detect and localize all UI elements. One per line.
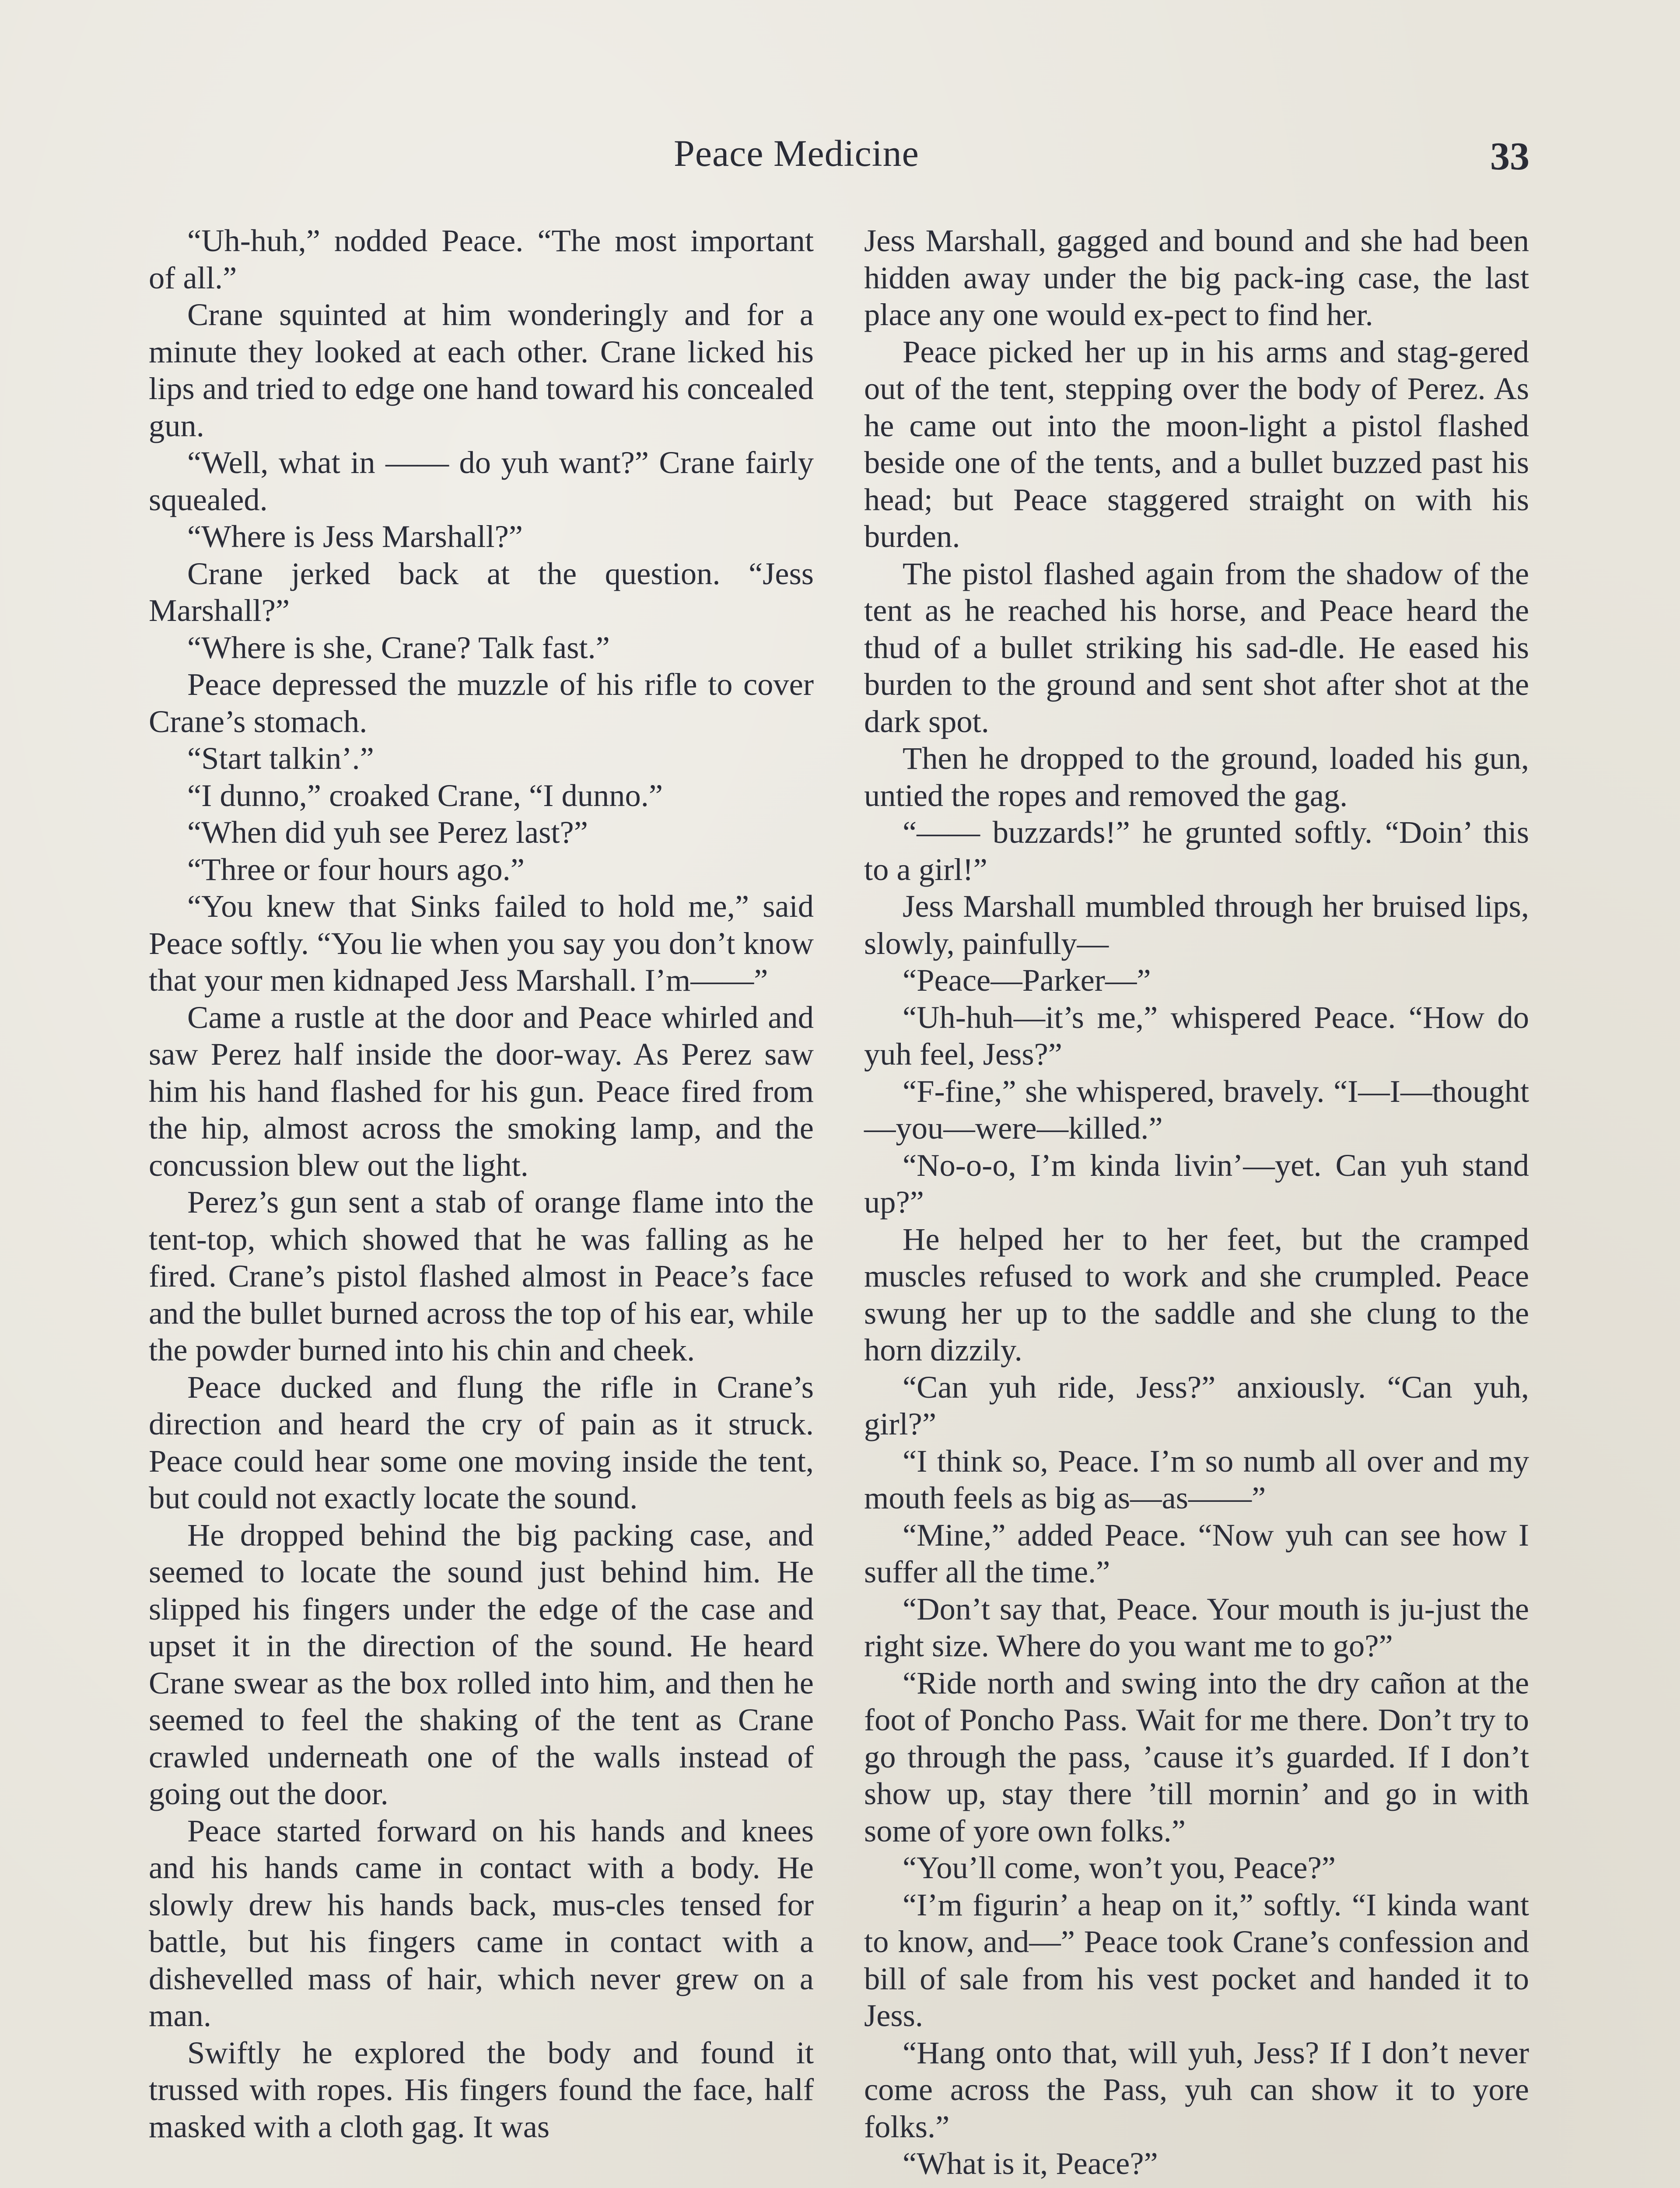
left-column — [149, 222, 814, 2145]
paragraph: “Hang onto that, will yuh, Jess? If I don’t never come across the Pass, yuh can show it to yore folks.” — [864, 2034, 1529, 2144]
paragraph: “Start talkin’.” — [187, 740, 374, 776]
paragraph: “Where is Jess Marshall?” — [187, 519, 523, 554]
paragraph: “When did yuh see Perez last?” — [187, 814, 588, 850]
paragraph: Came a rustle at the door and Peace whirled and saw Perez half inside the door-way. As Perez saw him his hand flashed for his gun. Peace fired from the hip, almost across the smoking lamp, and the concussion blew out the light. — [149, 999, 814, 1183]
paragraph: “Well, what in —— do yuh want?” Crane fairly squealed. — [149, 445, 814, 517]
paragraph: The pistol flashed again from the shadow of the tent as he reached his horse, and Peace heard the thud of a bullet striking his sad-dle. He eased his burden to the ground and sent shot after shot at the dark spot. — [864, 555, 1529, 739]
paragraph: “I think so, Peace. I’m so numb all over and my mouth feels as big as—as——” — [864, 1443, 1529, 1515]
paragraph: “Can yuh ride, Jess?” anxiously. “Can yuh, girl?” — [864, 1369, 1529, 1441]
paragraph: “Uh-huh—it’s me,” whispered Peace. “How do yuh feel, Jess?” — [864, 999, 1529, 1072]
right-column — [864, 222, 1529, 2182]
paragraph: Peace picked her up in his arms and stag-gered out of the tent, stepping over the body of Perez. As he came out into the moon-light a pistol flashed beside one of the tents, and a bullet buzzed past his head; but Peace staggered straight on with his burden. — [864, 333, 1529, 554]
paragraph: “I dunno,” croaked Crane, “I dunno.” — [187, 777, 663, 813]
paragraph: “Where is she, Crane? Talk fast.” — [187, 629, 610, 665]
paragraph-continued: Jess Marshall, gagged and bound and she had been hidden away under the big pack-ing case, the last place any one would ex-pect to find her. — [864, 223, 1529, 332]
paragraph: Peace depressed the muzzle of his rifle to cover Crane’s stomach. — [149, 666, 814, 739]
paragraph: “I’m figurin’ a heap on it,” softly. “I kinda want to know, and—” Peace took Crane’s confession and bill of sale from his vest pocket and handed it to Jess. — [864, 1886, 1529, 2033]
paragraph: “F-fine,” she whispered, bravely. “I—I—thought—you—were—killed.” — [864, 1073, 1529, 1146]
paragraph: “—— buzzards!” he grunted softly. “Doin’ this to a girl!” — [864, 814, 1529, 887]
paragraph: Jess Marshall mumbled through her bruised lips, slowly, painfully— — [864, 888, 1529, 961]
paragraph: “Peace—Parker—” — [903, 962, 1151, 998]
running-head: Peace Medicine — [674, 132, 919, 174]
paragraph: “No-o-o, I’m kinda livin’—yet. Can yuh stand up?” — [864, 1147, 1529, 1220]
paragraph: Perez’s gun sent a stab of orange flame into the tent-top, which showed that he was falling as he fired. Crane’s pistol flashed almost in Peace’s face and the bullet burned across the top of his ear, while the powder burned into his chin and cheek. — [149, 1184, 814, 1368]
paragraph: “Ride north and swing into the dry cañon at the foot of Poncho Pass. Wait for me there. Don’t try to go through the pass, ’cause it’s guarded. If I don’t show up, stay there ’till mornin’ and go in with some of yore own folks.” — [864, 1665, 1529, 1848]
paragraph: Swiftly he explored the body and found it trussed with ropes. His fingers found the face, half masked with a cloth gag. It was — [149, 2034, 814, 2144]
paragraph: “You knew that Sinks failed to hold me,” said Peace softly. “You lie when you say you don’t know that your men kidnaped Jess Marshall. I’m——” — [149, 888, 814, 998]
page-number: 33 — [1490, 135, 1530, 178]
paragraph: He dropped behind the big packing case, and seemed to locate the sound just behind him. He slipped his fingers under the edge of the case and upset it in the direction of the sound. He heard Crane swear as the box rolled into him, and then he seemed to feel the shaking of the tent as Crane crawled underneath one of the walls instead of going out the door. — [149, 1517, 814, 1811]
paragraph: Peace started forward on his hands and knees and his hands came in contact with a body. He slowly drew his hands back, mus-cles tensed for battle, but his fingers came in contact with a dishevelled mass of hair, which never grew on a man. — [149, 1813, 814, 2033]
paragraph: “Don’t say that, Peace. Your mouth is ju-just the right size. Where do you want me to go?” — [864, 1591, 1529, 1663]
paragraph: “Uh-huh,” nodded Peace. “The most important of all.” — [149, 223, 814, 295]
paragraph: Crane jerked back at the question. “Jess Marshall?” — [149, 555, 814, 628]
paragraph: Then he dropped to the ground, loaded his gun, untied the ropes and removed the gag. — [864, 740, 1529, 813]
paragraph: Crane squinted at him wonderingly and for a minute they looked at each other. Crane licked his lips and tried to edge one hand toward his concealed gun. — [149, 297, 814, 443]
paragraph: “Mine,” added Peace. “Now yuh can see how I suffer all the time.” — [864, 1517, 1529, 1589]
paragraph: “Three or four hours ago.” — [187, 851, 525, 887]
paragraph: He helped her to her feet, but the cramped muscles refused to work and she crumpled. Peace swung her up to the saddle and she clung to the horn dizzily. — [864, 1221, 1529, 1368]
paragraph: Peace ducked and flung the rifle in Crane’s direction and heard the cry of pain as it struck. Peace could hear some one moving inside the tent, but could not exactly locate the sound. — [149, 1369, 814, 1515]
paragraph: “What is it, Peace?” — [903, 2146, 1158, 2181]
paragraph: “You’ll come, won’t you, Peace?” — [903, 1850, 1336, 1885]
